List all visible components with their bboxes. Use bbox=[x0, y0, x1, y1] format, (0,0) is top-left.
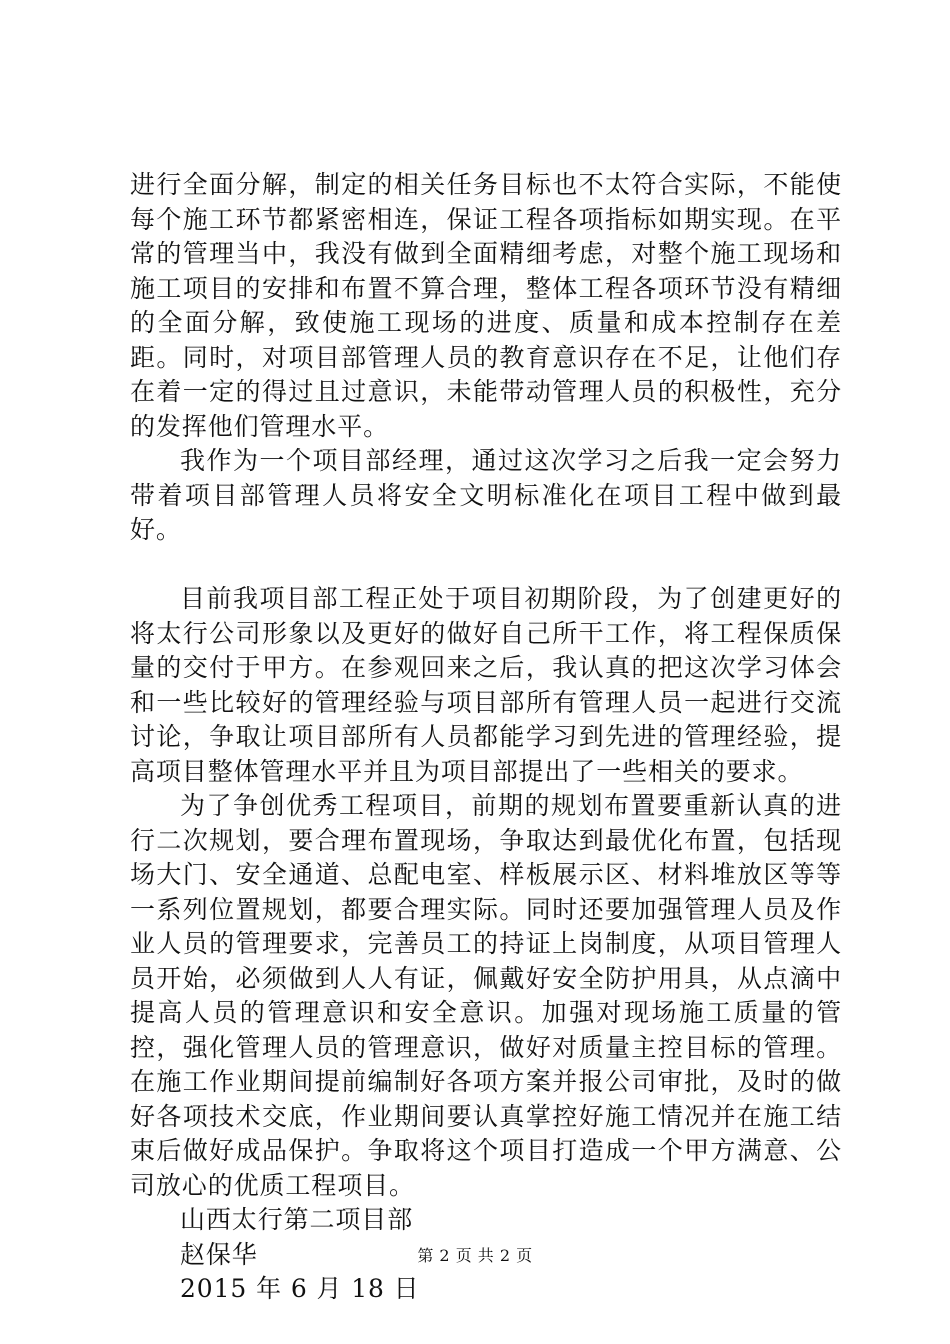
document-body bbox=[130, 168, 842, 1307]
page-footer: 第 2 页 共 2 页 bbox=[417, 1246, 533, 1265]
paragraph-current-stage: 目前我项目部工程正处于项目初期阶段，为了创建更好的将太行公司形象以及更好的做好自己所干工作，将工程保质保量的交付于甲方。在参观回来之后，我认真的把这次学习体会和一些比较好的管理经验与项目部所有管理人员一起进行交流讨论，争取让项目部所有人员都能学习到先进的管理经验，提高项目整体管理水平并且为项目部提出了一些相关的要求。 bbox=[130, 584, 842, 786]
signature-name: 赵保华 bbox=[180, 1239, 258, 1269]
paragraph-continuation: 进行全面分解，制定的相关任务目标也不太符合实际，不能使每个施工环节都紧密相连，保证工程各项指标如期实现。在平常的管理当中，我没有做到全面精细考虑，对整个施工现场和施工项目的安排和布置不算合理，整体工程各项环节没有精细的全面分解，致使施工现场的进度、质量和成本控制存在差距。同时，对项目部管理人员的教育意识存在不足，让他们存在着一定的得过且过意识，未能带动管理人员的积极性，充分的发挥他们管理水平。 bbox=[130, 170, 842, 441]
paragraph-improvement-plan: 为了争创优秀工程项目，前期的规划布置要重新认真的进行二次规划，要合理布置现场，争取达到最优化布置，包括现场大门、安全通道、总配电室、样板展示区、材料堆放区等等一系列位置规划，都要合理实际。同时还要加强管理人员及作业人员的管理要求，完善员工的持证上岗制度，从项目管理人员开始，必须做到人人有证，佩戴好安全防护用具，从点滴中提高人员的管理意识和安全意识。加强对现场施工质量的管控，强化管理人员的管理意识，做好对质量主控目标的管理。在施工作业期间提前编制好各项方案并报公司审批，及时的做好各项技术交底，作业期间要认真掌控好施工情况并在施工结束后做好成品保护。争取将这个项目打造成一个甲方满意、公司放心的优质工程项目。 bbox=[130, 791, 842, 1200]
paragraph-spacer bbox=[130, 548, 842, 583]
signature-date: 2015 年 6 月 18 日 bbox=[180, 1274, 420, 1303]
signature-organization: 山西太行第二项目部 bbox=[180, 1205, 414, 1234]
paragraph-manager-commitment: 我作为一个项目部经理，通过这次学习之后我一定会努力带着项目部管理人员将安全文明标准化在项目工程中做到最好。 bbox=[130, 446, 842, 544]
